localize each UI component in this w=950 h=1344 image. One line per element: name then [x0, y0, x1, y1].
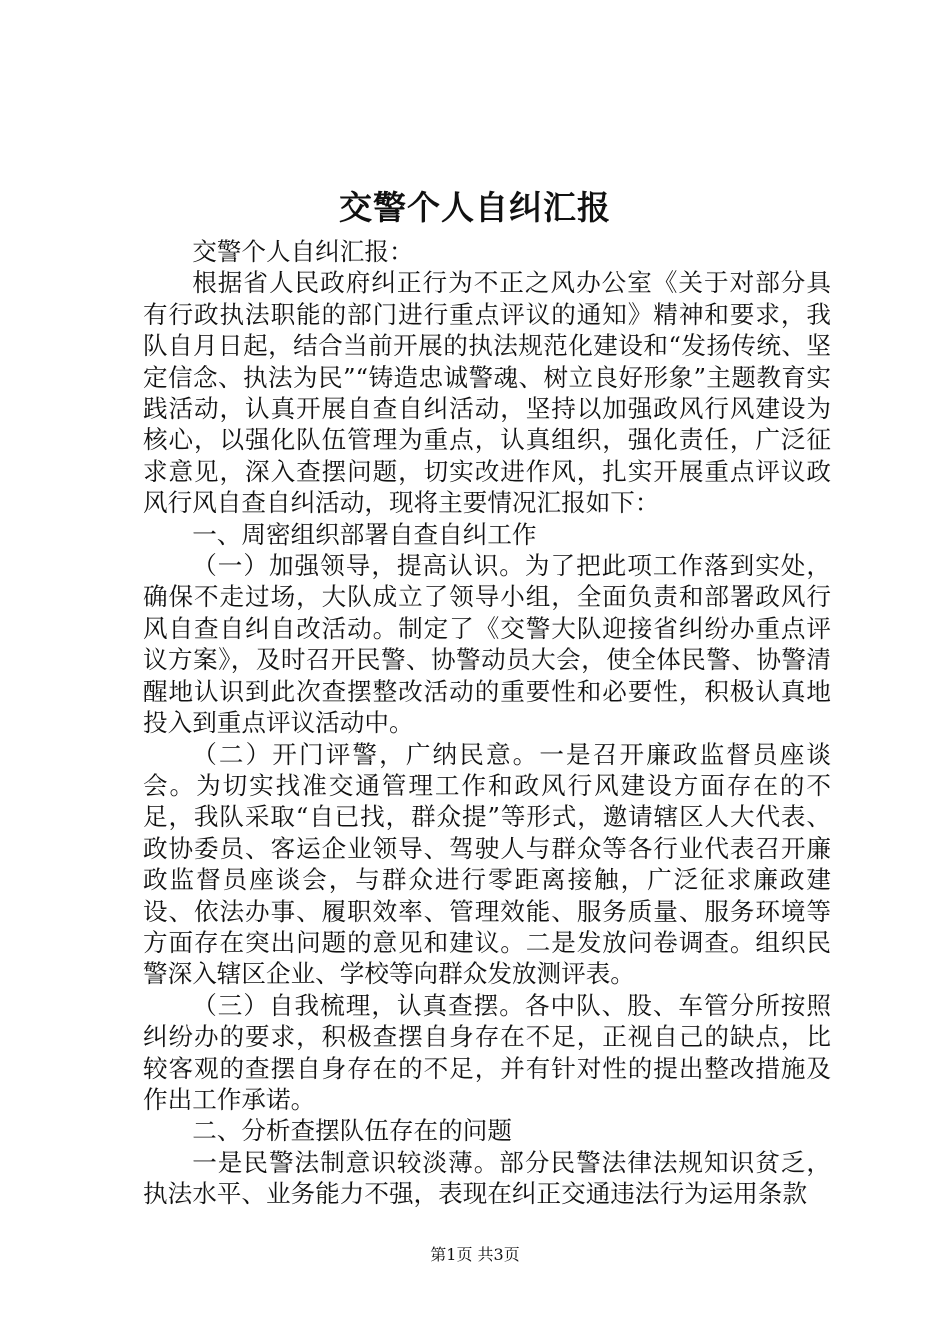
subsection-paragraph-2: （二）开门评警，广纳民意。一是召开廉政监督员座谈会。为切实找准交通管理工作和政风行风建设方面存在的不足，我队采取“自已找，群众提”等形式，邀请辖区人大代表、政协委员、客运企业领导、驾驶人与群众等各行业代表召开廉政监督员座谈会，与群众进行零距离接触，广泛征求廉政建设、依法办事、履职效率、管理效能、服务质量、服务环境等方面存在突出问题的意见和建议。二是发放问卷调查。组织民警深入辖区企业、学校等向群众发放测评表。: [143, 739, 831, 989]
subsection-paragraph-1: （一）加强领导，提高认识。为了把此项工作落到实处，确保不走过场，大队成立了领导小组，全面负责和部署政风行风自查自纠自改活动。制定了《交警大队迎接省纠纷办重点评议方案》，及时召开民警、协警动员大会，使全体民警、协警清醒地认识到此次查摆整改活动的重要性和必要性，积极认真地投入到重点评议活动中。: [143, 551, 831, 738]
subsection-paragraph-3: （三）自我梳理，认真查摆。各中队、股、车管分所按照纠纷办的要求，积极查摆自身存在不足，正视自己的缺点，比较客观的查摆自身存在的不足，并有针对性的提出整改措施及作出工作承诺。: [143, 990, 831, 1114]
intro-paragraph: 根据省人民政府纠正行为不正之风办公室《关于对部分具有行政执法职能的部门进行重点评议的通知》精神和要求，我队自月日起，结合当前开展的执法规范化建设和“发扬传统、坚定信念、执法为民”“铸造忠诚警魂、树立良好形象”主题教育实践活动，认真开展自查自纠活动，坚持以加强政风行风建设为核心，以强化队伍管理为重点，认真组织，强化责任，广泛征求意见，深入查摆问题，切实改进作风，扎实开展重点评议政风行风自查自纠活动，现将主要情况汇报如下：: [143, 268, 831, 518]
problem-paragraph-1: 一是民警法制意识较淡薄。部分民警法律法规知识贫乏，执法水平、业务能力不强，表现在纠正交通违法行为运用条款: [143, 1147, 831, 1209]
document-body: [143, 236, 831, 1210]
document-title: 交警个人自纠汇报: [339, 188, 611, 227]
salutation-paragraph: 交警个人自纠汇报：: [192, 237, 414, 266]
section-heading-1: 一、周密组织部署自查自纠工作: [192, 519, 537, 549]
section-heading-2: 二、分析查摆队伍存在的问题: [192, 1116, 512, 1146]
page-footer: 第1页 共3页: [430, 1245, 520, 1264]
